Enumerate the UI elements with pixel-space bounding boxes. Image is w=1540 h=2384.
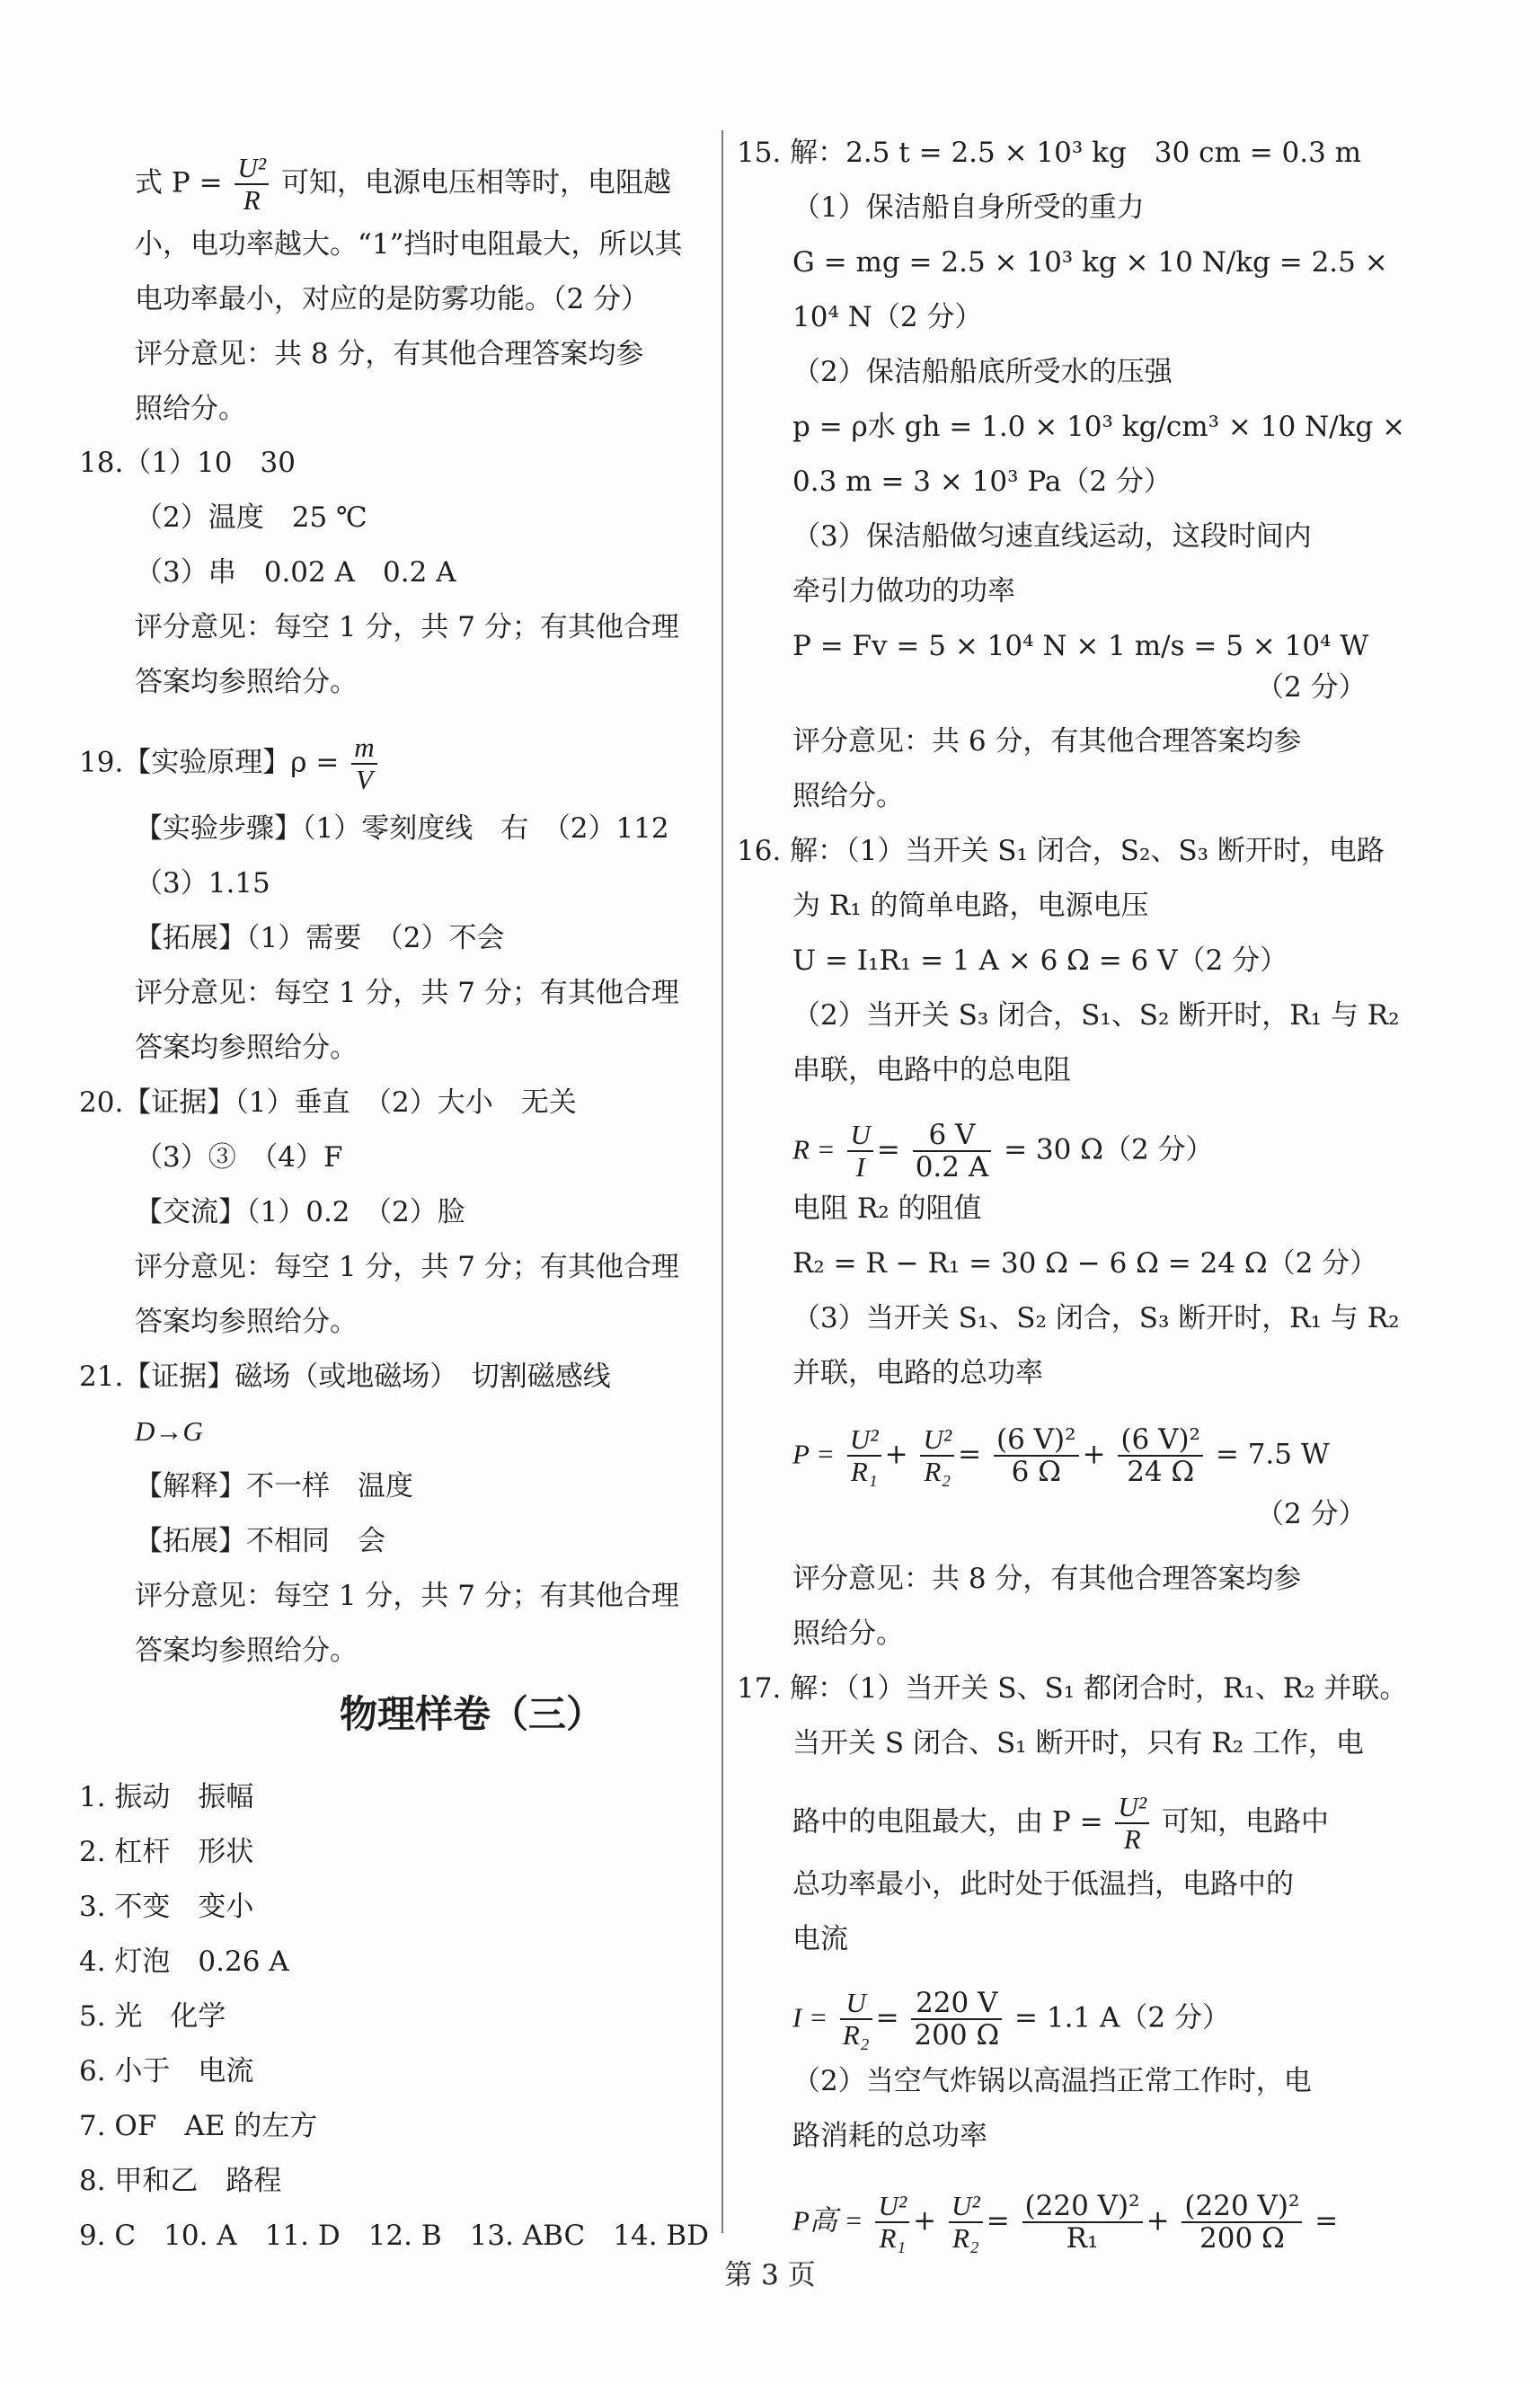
text: = 30 Ω（2 分） [1004,1133,1214,1166]
q15-line: （2）保洁船船底所受水的压强 [792,356,1173,388]
scoring-note: 答案均参照给分。 [135,1306,358,1338]
denominator: 200 Ω [1199,2222,1285,2255]
q21-line: 【解释】不一样 温度 [135,1470,413,1502]
q16-line: 串联，电路中的总电阻 [792,1054,1071,1086]
answer-item: 5. 光 化学 [79,2000,226,2033]
text: 路中的电阻最大，由 P = [792,1805,1103,1839]
scoring-note: 评分意见：每空 1 分，共 7 分；有其他合理 [135,611,679,643]
scoring-note: 评分意见：每空 1 分，共 7 分；有其他合理 [135,1251,679,1283]
fraction-m-over-v [351,732,376,795]
fraction [847,1120,872,1183]
label: I = [792,2001,828,2034]
q17-line: 总功率最小，此时处于低温挡，电路中的 [792,1868,1294,1901]
label: R = [792,1133,836,1165]
label: P高 = [792,2204,863,2237]
fraction [913,1120,992,1183]
scoring-note: 照给分。 [135,393,246,425]
q17-tail-line-1 [135,152,671,216]
q15-line: 0.3 m = 3 × 10³ Pa（2 分） [792,465,1172,498]
numerator: U² [949,2191,983,2223]
section-title: 物理样卷（三） [340,1692,605,1736]
score-mark: （2 分） [1256,1498,1367,1530]
fraction [847,1424,881,1487]
answer-item: 3. 不变 变小 [79,1891,254,1923]
numerator: (6 V)² [994,1424,1079,1457]
denominator: R₁ [1066,2222,1099,2255]
numerator: U [847,1120,872,1152]
q15-line: G = mg = 2.5 × 10³ kg × 10 N/kg = 2.5 × [792,246,1388,279]
text-line: 电功率最小，对应的是防雾功能。（2 分） [135,283,650,315]
numerator: U² [847,1424,881,1457]
q18-line: （2）温度 25 ℃ [135,501,367,534]
denominator: R₂ [842,2019,870,2051]
numerator: 220 V [911,1988,1002,2020]
answer-item: 4. 灯泡 0.26 A [79,1945,289,1978]
q16-line: （2）当开关 S₃ 闭合，S₁、S₂ 断开时，R₁ 与 R₂ [792,999,1400,1032]
column-divider [721,130,723,2233]
q19-line: 【实验步骤】（1）零刻度线 右 （2）112 [135,812,669,845]
fraction [840,1988,872,2051]
denominator: R [1123,1823,1141,1855]
denominator: R₁ [850,1456,878,1487]
q17-line: 当开关 S 闭合、S₁ 断开时，只有 R₂ 工作，电 [792,1727,1364,1759]
answer-item: 2. 杠杆 形状 [79,1836,254,1868]
q19-line: 【拓展】（1）需要 （2）不会 [135,922,505,954]
numerator: U² [875,2191,909,2223]
q19-line-1 [79,731,381,795]
denominator: 24 Ω [1127,1456,1195,1488]
text: 可知，电源电压相等时，电阻越 [280,166,671,199]
q21-line: 21.【证据】磁场（或地磁场） 切割磁感线 [79,1360,611,1393]
scoring-note: 答案均参照给分。 [135,1635,358,1667]
q20-line: （3）③ （4）F [135,1141,343,1174]
text: = 1.1 A（2 分） [1014,2001,1230,2034]
q17-line-3 [792,1791,1329,1855]
answer-item: 6. 小于 电流 [79,2055,254,2087]
formula-lead: 式 P = [135,166,223,199]
scoring-note: 照给分。 [792,780,904,812]
scoring-note: 评分意见：共 8 分，有其他合理答案均参 [135,338,644,370]
denominator: 200 Ω [914,2019,1000,2052]
q16-formula-p: P = $\frac{\text{U²}}{\text{R₁}}$ + $\frac{\text{U²}}{\text{R₂}}$ = $\frac{\text{(6 V)²}}{6 \Omega}$ + $\frac{\text{(6 V)²}}{24 \Omega}$ = 7.5 W [792,1423,1330,1488]
numerator: m [351,732,376,765]
q16-line: （3）当开关 S₁、S₂ 闭合，S₃ 断开时，R₁ 与 R₂ [792,1302,1400,1334]
q16-line: 16. 解：（1）当开关 S₁ 闭合，S₂、S₃ 断开时，电路 [737,835,1385,867]
q17-line: 电流 [792,1923,848,1955]
scoring-note: 答案均参照给分。 [135,1032,358,1064]
numerator: (220 V)² [1182,2191,1302,2223]
fraction [875,2191,909,2254]
fraction [1022,2191,1143,2254]
q15-line: （1）保洁船自身所受的重力 [792,191,1145,224]
fraction [1182,2191,1302,2254]
q15-line: P = Fv = 5 × 10⁴ N × 1 m/s = 5 × 10⁴ W [792,630,1369,662]
scoring-note: 评分意见：共 8 分，有其他合理答案均参 [792,1563,1302,1595]
numerator: U² [235,153,269,185]
q21-line: 【拓展】不相同 会 [135,1525,385,1557]
q21-line: D→G [135,1415,203,1447]
scoring-note: 评分意见：共 6 分，有其他合理答案均参 [792,725,1302,758]
answer-item: 1. 振动 振幅 [79,1781,254,1813]
scoring-note: 照给分。 [792,1617,904,1650]
text: = 7.5 W [1215,1438,1330,1471]
numerator: U² [1115,1792,1149,1824]
fraction-u2-over-r [235,153,269,216]
q16-formula-r: R = $\frac{U}{I}$ = $\frac{6 V}{0.2 A}$ = 30 Ω（2 分） [792,1119,1214,1183]
text: 可知，电路中 [1161,1805,1329,1839]
score-mark: （2 分） [1256,671,1367,704]
q17-line: 17. 解：（1）当开关 S、S₁ 都闭合时，R₁、R₂ 并联。 [737,1672,1408,1705]
q17-formula-i: I = $\frac{U}{\text{R₂}}$ = $\frac{220 V}{200 \Omega}$ = 1.1 A（2 分） [792,1987,1230,2052]
q16-line: 电阻 R₂ 的阻值 [792,1192,982,1225]
fraction [911,1988,1002,2051]
answer-item: 8. 甲和乙 路程 [79,2165,282,2197]
page-number: 第 3 页 [724,2259,816,2291]
scoring-note: 答案均参照给分。 [135,666,358,698]
q16-line: R₂ = R − R₁ = 30 Ω − 6 Ω = 24 Ω（2 分） [792,1247,1378,1280]
fraction [1118,1424,1203,1487]
q19-line: （3）1.15 [135,867,270,900]
q17-line: 路消耗的总功率 [792,2120,987,2152]
q20-line: 【交流】（1）0.2 （2）脸 [135,1196,465,1228]
denominator: 6 Ω [1011,1456,1061,1488]
fraction [949,2191,983,2254]
q18-line: 18.（1）10 30 [79,447,296,479]
denominator: R₂ [951,2222,979,2254]
denominator: R₁ [879,2222,907,2254]
denominator: I [855,1151,865,1183]
text: = [1314,2204,1339,2238]
q16-line: U = I₁R₁ = 1 A × 6 Ω = 6 V（2 分） [792,944,1288,977]
q16-line: 为 R₁ 的简单电路，电源电压 [792,890,1149,922]
q15-line: p = ρ水 gh = 1.0 × 10³ kg/cm³ × 10 N/kg × [792,411,1406,443]
label: P = [792,1438,836,1470]
denominator: R₂ [924,1456,951,1487]
q17-line: （2）当空气炸锅以高温挡正常工作时，电 [792,2065,1312,2097]
scoring-note: 评分意见：每空 1 分，共 7 分；有其他合理 [135,1580,679,1612]
fraction [920,1424,954,1487]
numerator: 6 V [913,1120,992,1152]
denominator: 0.2 A [915,1151,989,1183]
q15-line: （3）保洁船做匀速直线运动，这段时间内 [792,520,1312,553]
answer-item: 7. OF AE 的左方 [79,2110,318,2142]
q18-line: （3）串 0.02 A 0.2 A [135,556,456,589]
q16-line: 并联，电路的总功率 [792,1357,1043,1389]
numerator: U² [920,1424,954,1457]
q15-line: 15. 解：2.5 t = 2.5 × 10³ kg 30 cm = 0.3 m [737,137,1362,169]
q15-line: 牵引力做功的功率 [792,575,1015,607]
numerator: (6 V)² [1118,1424,1203,1457]
label: 19.【实验原理】ρ = [79,746,340,779]
q20-line: 20.【证据】（1）垂直 （2）大小 无关 [79,1086,577,1119]
denominator: R [243,184,261,216]
numerator: U [840,1988,872,2020]
answer-item: 9. C 10. A 11. D 12. B 13. ABC 14. BD [79,2220,710,2252]
denominator: V [355,764,373,795]
text-line: 小，电功率越大。“1”挡时电阻最大，所以其 [135,228,683,261]
q17-formula-p-high: P高 = $\frac{\text{U²}}{\text{R₁}}$ + $\frac{\text{U²}}{\text{R₂}}$ = $\frac{\text{(220 V)²}}{\text{R₁}}$ + $\frac{\text{(220 V)²}}{200 \Omega}$ = [792,2190,1339,2255]
fraction [1115,1792,1149,1855]
numerator: (220 V)² [1022,2191,1143,2223]
q15-line: 10⁴ N（2 分） [792,301,983,333]
fraction [994,1424,1079,1487]
scoring-note: 评分意见：每空 1 分，共 7 分；有其他合理 [135,977,679,1009]
